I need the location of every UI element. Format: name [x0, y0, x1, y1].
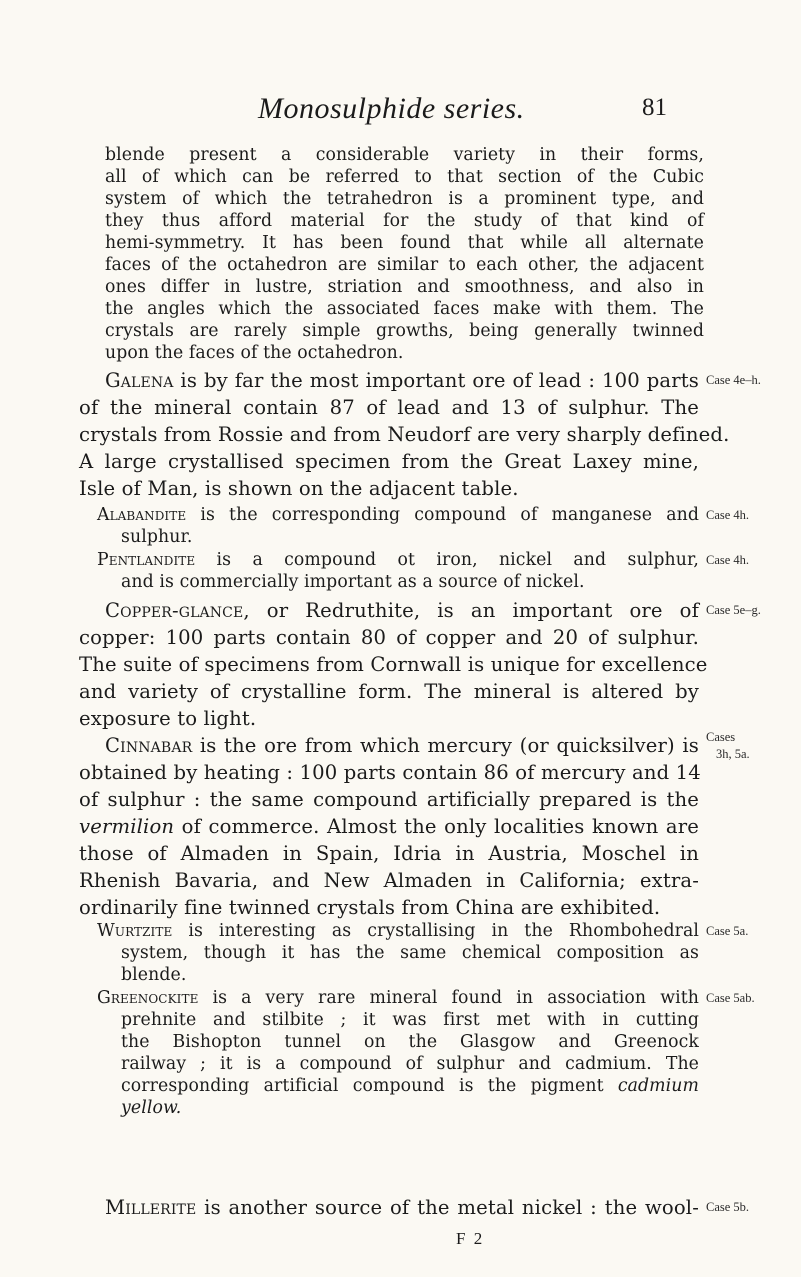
margin-note-case: Case 4h. [706, 553, 750, 567]
text-line: The suite of specimens from Cornwall is unique for excellence [79, 653, 708, 676]
text-line: faces of the octahedron are similar to each other, the adjacent [105, 255, 704, 275]
text-line: ordinarily fine twinned crystals from China are exhibited. [79, 896, 661, 919]
text-line: those of Almaden in Spain, Idria in Austria, Moschel in [79, 842, 699, 865]
text-line [97, 988, 699, 1008]
text-line: railway ; it is a compound of sulphur and cadmium. The [121, 1054, 699, 1074]
text-line: yellow. [121, 1098, 182, 1118]
text-line: the Bishopton tunnel on the Glasgow and Greenock [121, 1032, 699, 1052]
margin-note-case: 3h, 5a. [716, 747, 750, 761]
text-run: is by far the most important ore of lead : 100 parts [173, 369, 699, 392]
text-run: is a compound ot iron, nickel and sulphur, [195, 550, 699, 570]
text-line [105, 734, 699, 757]
text-line: blende. [121, 965, 187, 985]
mineral-name: Alabandite [97, 505, 187, 525]
mineral-name: Millerite [105, 1196, 197, 1219]
page-number: 81 [642, 94, 667, 121]
page-header [0, 92, 801, 132]
margin-note-case: Case 5ab. [706, 991, 755, 1005]
margin-note-case: Case 4e–h. [706, 373, 761, 387]
text-line [105, 369, 699, 392]
text-run: is a very rare mineral found in association with [198, 988, 699, 1008]
mineral-name: Greenockite [97, 988, 199, 1008]
margin-note-case: Case 4h. [706, 508, 750, 522]
text-line: Rhenish Bavaria, and New Almaden in California; extra- [79, 869, 699, 892]
text-line: of the mineral contain 87 of lead and 13 of sulphur. The [79, 396, 699, 419]
mineral-name: Cinnabar [105, 734, 193, 757]
text-line: obtained by heating : 100 parts contain 86 of mercury and 14 [79, 761, 701, 784]
text-run: is the ore from which mercury (or quicksilver) is [192, 734, 699, 757]
text-line: upon the faces of the octahedron. [105, 343, 404, 363]
text-run: is interesting as crystallising in the Rhombohedral [172, 921, 699, 941]
margin-note-case: Case 5e–g. [706, 603, 761, 617]
text-line: and is commercially important as a source of nickel. [121, 572, 585, 592]
text-run: of commerce. Almost the only localities known are [181, 815, 699, 838]
text-line: prehnite and stilbite ; it was first met with in cutting [121, 1010, 699, 1030]
italic-term: cadmium [617, 1076, 700, 1096]
text-line [105, 1196, 699, 1219]
text-run: is the corresponding compound of manganese and [186, 505, 699, 525]
text-line: hemi-symmetry. It has been found that while all alternate [105, 233, 704, 253]
text-line: of sulphur : the same compound artificially prepared is the [79, 788, 699, 811]
signature-mark: F 2 [456, 1229, 485, 1248]
margin-note-case: Case 5a. [706, 924, 749, 938]
text-line: Isle of Man, is shown on the adjacent table. [79, 477, 519, 500]
text-line: crystals are rarely simple growths, being generally twinned [105, 321, 704, 341]
text-line [97, 921, 699, 941]
running-title: Monosulphide series. [258, 92, 525, 125]
text-line: crystals from Rossie and from Neudorf are very sharply defined. [79, 423, 730, 446]
text-line: the angles which the associated faces make with them. The [105, 299, 704, 319]
text-line: all of which can be referred to that section of the Cubic [105, 167, 704, 187]
text-line: system, though it has the same chemical composition as [121, 943, 699, 963]
mineral-name: Copper-glance [105, 599, 244, 622]
text-line: system of which the tetrahedron is a prominent type, and [105, 189, 704, 209]
mineral-name: Galena [105, 369, 174, 392]
text-line: sulphur. [121, 527, 193, 547]
mineral-name: Wurtzite [97, 921, 173, 941]
margin-note-case: Cases [706, 730, 736, 744]
text-line: ones differ in lustre, striation and smoothness, and also in [105, 277, 704, 297]
text-line [97, 505, 699, 525]
text-line [121, 1076, 699, 1096]
text-run: corresponding artificial compound is the pigment [121, 1076, 604, 1096]
text-run: , or Redruthite, is an important ore of [243, 599, 699, 622]
text-line [105, 599, 699, 622]
margin-note-case: Case 5b. [706, 1200, 750, 1214]
text-line: and variety of crystalline form. The mineral is altered by [79, 680, 699, 703]
mineral-name: Pentlandite [97, 550, 196, 570]
text-line: A large crystallised specimen from the Great Laxey mine, [79, 450, 699, 473]
text-line: blende present a considerable variety in their forms, [105, 145, 704, 165]
text-run: is another source of the metal nickel : the wool- [196, 1196, 699, 1219]
text-line: exposure to light. [79, 707, 257, 730]
text-line [79, 815, 699, 838]
italic-term: vermilion [79, 815, 175, 838]
text-line [97, 550, 699, 570]
text-line: they thus afford material for the study of that kind of [105, 211, 704, 231]
text-line: copper: 100 parts contain 80 of copper and 20 of sulphur. [79, 626, 699, 649]
